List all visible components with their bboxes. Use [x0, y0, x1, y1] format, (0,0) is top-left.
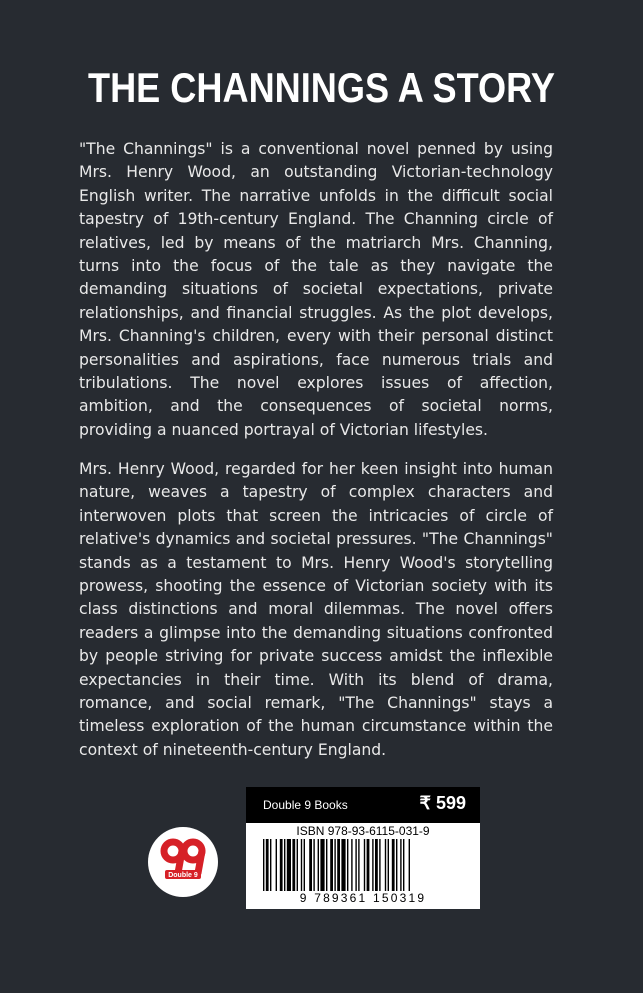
price: ₹ 599: [419, 793, 466, 813]
price-box: [246, 787, 480, 823]
logo-text: Double 9: [168, 872, 198, 879]
publisher-logo: [148, 827, 218, 897]
barcode: [246, 823, 480, 909]
blurb-paragraph-1: "The Channings" is a conventional novel penned by using Mrs. Henry Wood, an outstanding Victorian-technology English writer. The narrative unfolds in the difficult social tapestry of 19th-century England. The Channing circle of relatives, led by means of the matriarch Mrs. Channing, turns into the focus of the tale as they navigate the demanding situations of societal expectations, private relationships, and financial struggles. As the plot develops, Mrs. Channing's children, every with their personal distinct personalities and aspirations, face numerous trials and tribulations. The novel explores issues of affection, ambition, and the consequences of societal norms, providing a nuanced portrayal of Victorian lifestyles.: [79, 140, 553, 439]
isbn-label: ISBN 978-93-6115-031-9: [296, 824, 430, 838]
barcode-digits: 9 789361 150319: [299, 891, 427, 905]
double-9-logo-icon: [148, 827, 218, 897]
book-title: THE CHANNINGS A STORY: [88, 64, 555, 111]
blurb-paragraph-2: Mrs. Henry Wood, regarded for her keen insight into human nature, weaves a tapestry of complex characters and interwoven plots that screen the intricacies of circle of relative's dynamics and societal pressures. "The Channings" stands as a testament to Mrs. Henry Wood's storytelling prowess, shooting the essence of Victorian society with its class distinctions and moral dilemmas. The novel offers readers a glimpse into the demanding situations confronted by people striving for private success amidst the inflexible expectancies in their time. With its blend of drama, romance, and social remark, "The Channings" stays a timeless exploration of the human circumstance within the context of nineteenth-century England.: [79, 460, 553, 759]
publisher-name: Double 9 Books: [263, 798, 348, 812]
